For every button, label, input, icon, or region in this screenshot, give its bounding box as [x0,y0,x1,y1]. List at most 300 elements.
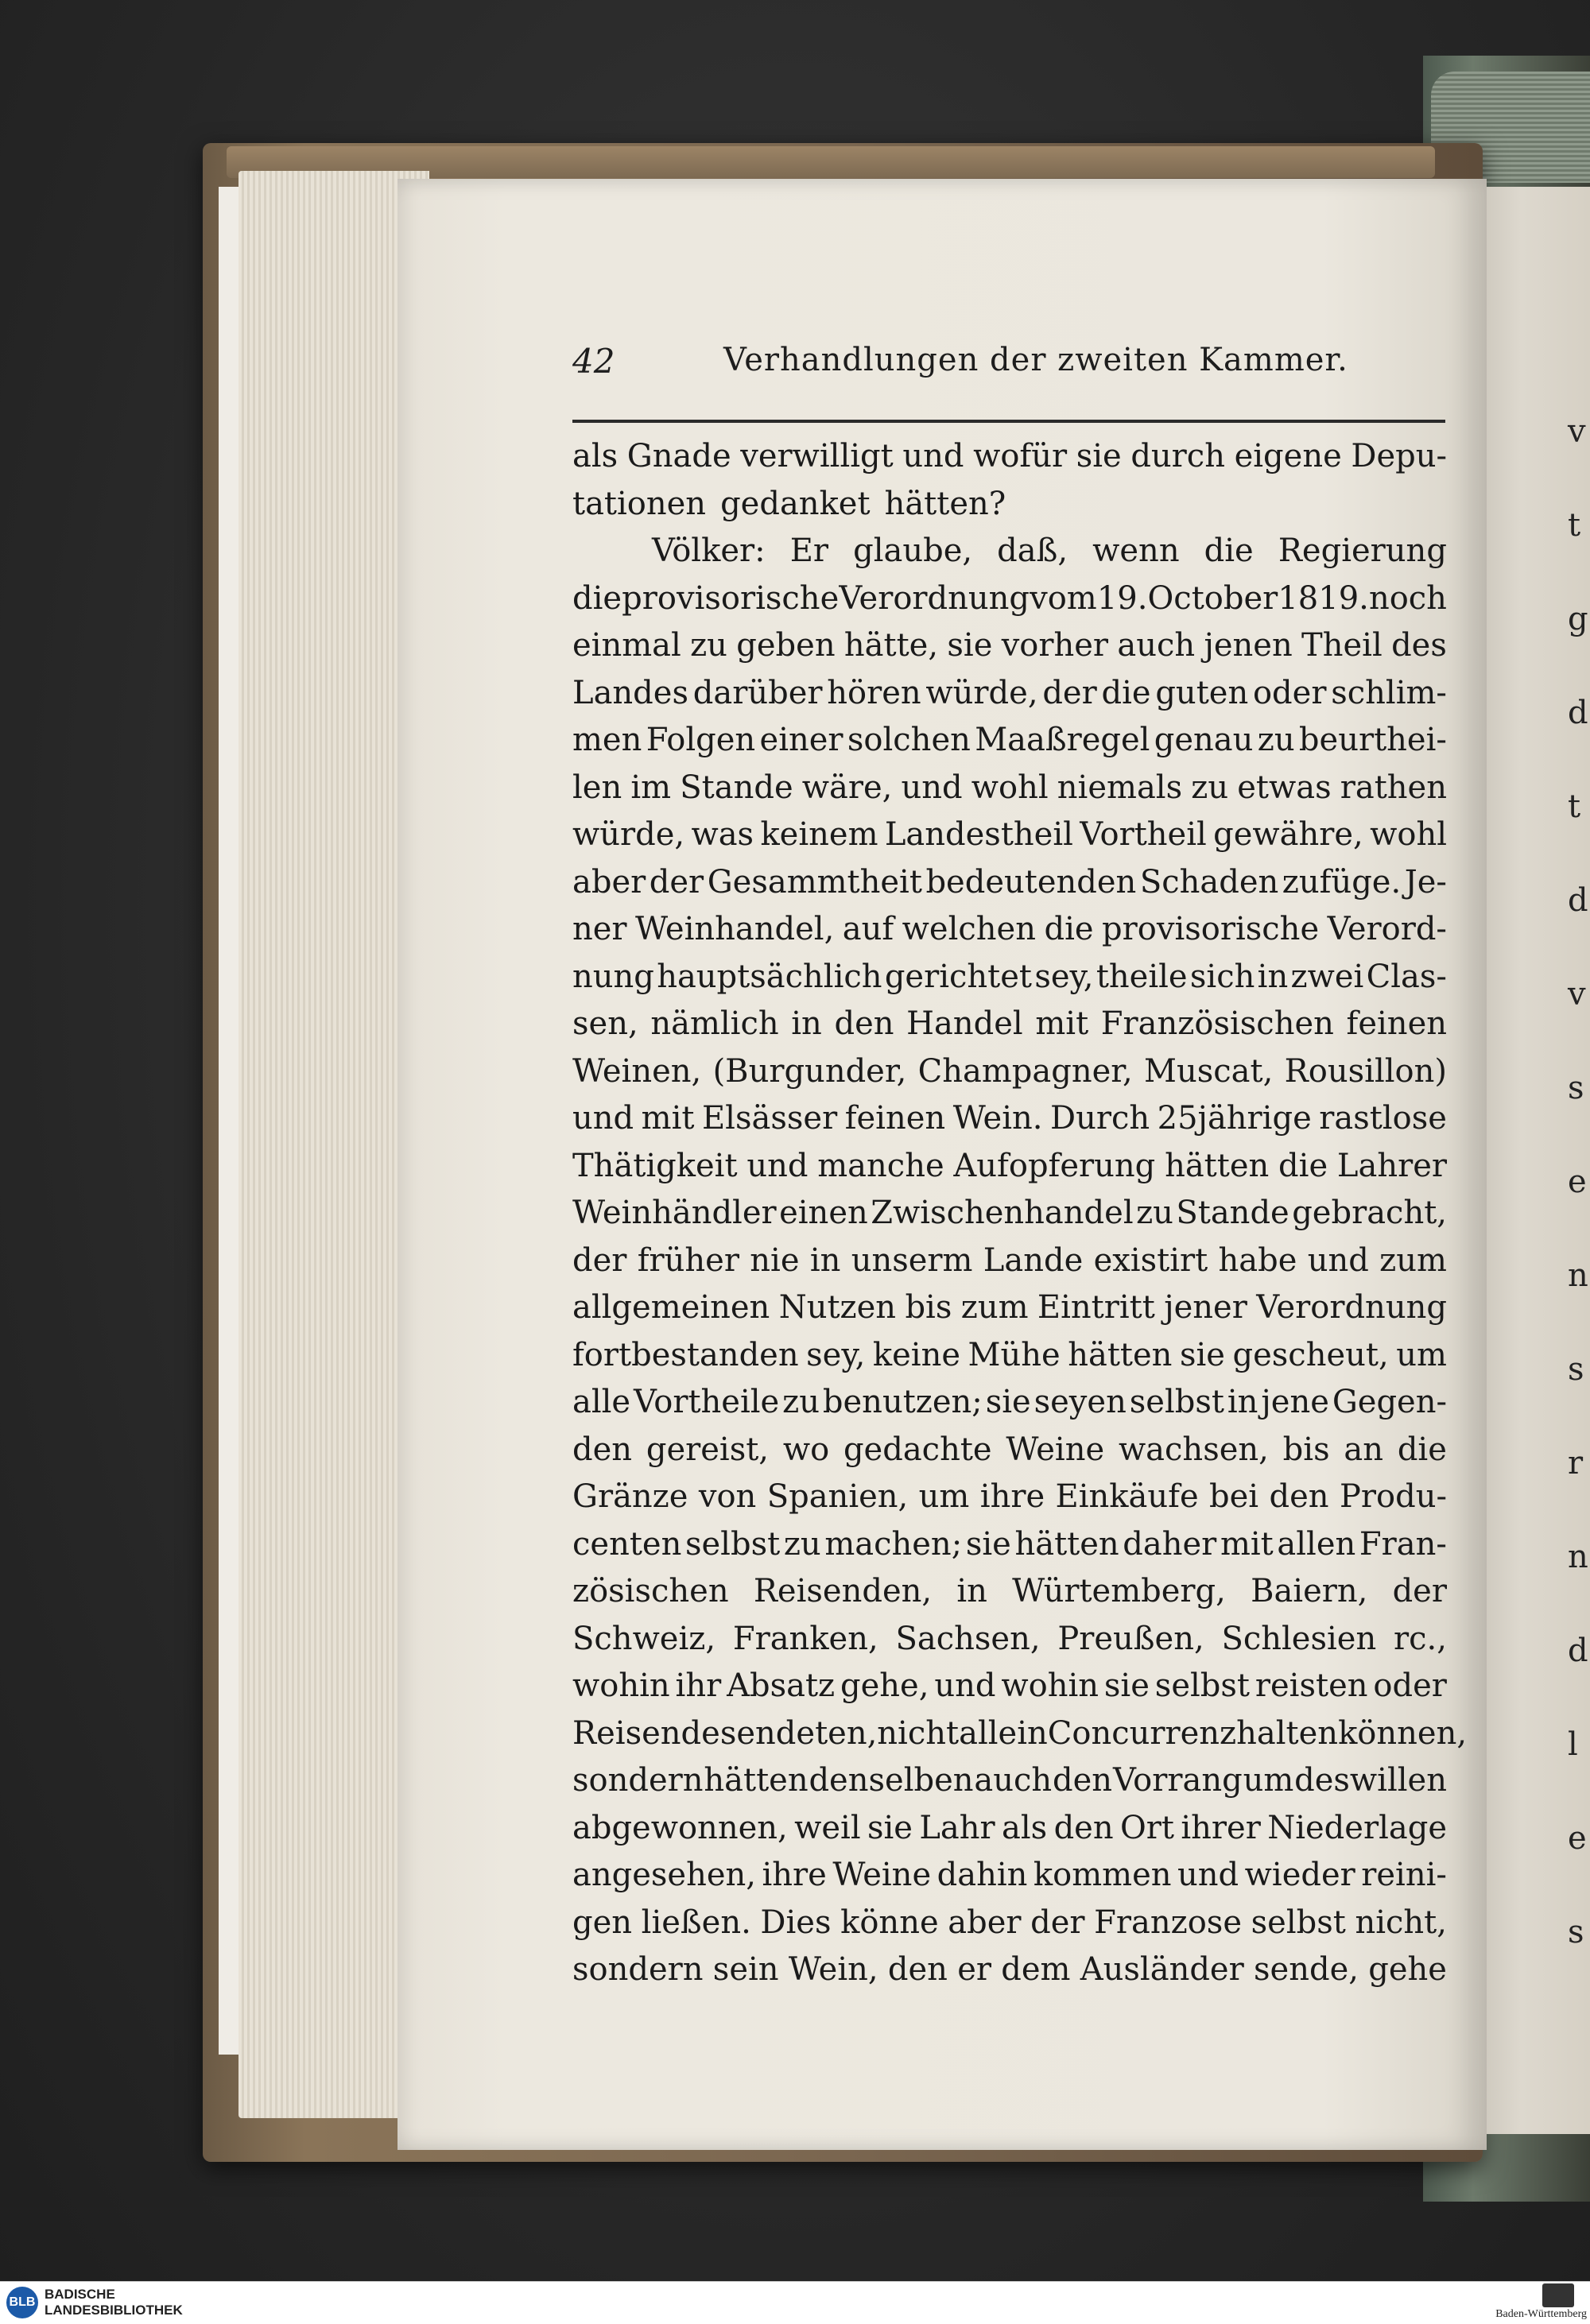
word: aber [948,1904,1022,1941]
page-body-text [572,433,1468,1994]
text-line [572,717,1447,765]
text-line [572,1946,1447,1994]
word: 1819. [1278,579,1369,617]
word: dem [1001,1951,1071,1988]
word: selbst [684,1525,781,1563]
word: etwas [1237,769,1332,806]
word: gehe [1368,1951,1447,1988]
word: Handel [906,1005,1023,1042]
word: rathen [1340,769,1447,806]
word: die [1204,533,1254,569]
word: nicht [877,1714,960,1752]
word: zösischen [572,1573,729,1609]
text-line [572,1427,1447,1474]
word: Maaßregel [975,722,1150,758]
library-name-line2: LANDESBIBLIOTHEK [45,2303,183,2318]
word: den [572,1431,633,1468]
word: nämlich [650,1005,779,1042]
word: Gränze [572,1478,688,1515]
word: 19. [1096,579,1148,617]
word: gebracht, [1292,1195,1447,1231]
word: hauptsächlich [657,958,882,995]
text-line [572,622,1447,670]
word: (Burgunder, [712,1052,907,1090]
word: Concurrenz [1047,1714,1237,1752]
word: würde, [572,816,685,853]
text-line [572,1521,1447,1569]
facing-page-fragment: v [1568,976,1586,1013]
word: in [956,1573,987,1609]
library-logo[interactable]: BLB [6,2287,38,2318]
word: centen [572,1525,682,1563]
word: jenen [1204,627,1293,664]
text-line [572,765,1447,812]
word: hätten? [884,485,1006,522]
word: als [572,438,619,474]
word: einen [779,1195,868,1231]
text-line [572,1474,1447,1521]
word: nie [750,1241,800,1279]
word: gereist, [646,1431,770,1468]
word: feinen [1346,1005,1447,1042]
word: einer [759,722,843,758]
word: verwilligt [740,438,894,474]
word: wofür [973,438,1068,474]
word: oder [1252,674,1327,711]
word: sendeten, [719,1714,878,1752]
word: beurthei- [1298,722,1447,758]
text-line [572,433,1447,481]
word: und [901,769,963,806]
word: Eintritt [1037,1289,1155,1326]
text-line [572,1095,1447,1143]
text-line [572,1616,1447,1664]
word: auch [974,1762,1053,1799]
word: Schweiz, [572,1620,716,1657]
word: Vortheile [634,1384,780,1420]
word: die [1278,1147,1328,1184]
word: Wein, [788,1951,878,1988]
word: provisorische [622,579,840,617]
word: hätten [1165,1147,1270,1184]
word: gedanket [720,485,871,522]
word: können, [1338,1714,1468,1752]
word: Schaden [1139,863,1279,901]
word: ließen. [641,1904,751,1941]
word: mit [1220,1525,1274,1563]
word: gewähre, [1213,816,1363,853]
word: einmal [572,627,681,664]
facing-page-fragment: n [1568,1539,1588,1575]
word: Würtemberg, [1012,1573,1226,1609]
word: zu [783,1525,821,1563]
word: hören [827,674,921,711]
facing-page-fragment: n [1568,1257,1588,1294]
word: geben [736,627,836,664]
word: selbst [1154,1667,1250,1704]
word: guten [1155,674,1249,711]
word: kommen [1033,1857,1172,1893]
text-line [572,1900,1447,1947]
library-name-line1: BADISCHE [45,2287,115,2302]
word: solchen [847,722,971,758]
word: eigene [1234,438,1342,474]
text-line [572,575,1447,623]
word: zwei [1290,958,1364,995]
word: Vortheil [1080,816,1207,853]
word: in [791,1005,822,1042]
state-name: Baden-Württemberg [1495,2308,1587,2320]
facing-page-fragment: s [1568,1351,1584,1388]
word: aber [572,863,646,901]
word: und [902,438,964,474]
word: um [1243,1762,1294,1799]
word: daher [1123,1525,1217,1563]
word: in [1257,958,1289,995]
text-line [572,1568,1447,1616]
word: die [1044,911,1094,947]
word: zufüge. [1282,863,1402,901]
word: wachsen, [1118,1431,1269,1468]
word: selbst [1251,1904,1346,1941]
word: den [1053,1809,1114,1846]
word: zum [1379,1241,1447,1279]
word: abgewonnen, [572,1809,788,1846]
word: nung [572,958,654,995]
text-line [572,1379,1447,1427]
word: gedachte [843,1431,992,1468]
facing-page-fragment: v [1568,413,1586,450]
word: und [1307,1241,1369,1279]
word: reini- [1361,1857,1447,1893]
text-line [572,1190,1447,1238]
word: 25jährige [1157,1100,1312,1137]
word: Verordnung [1256,1289,1447,1326]
word: sie [1179,1336,1225,1373]
word: bedeutenden [925,863,1137,901]
word: Thätigkeit [572,1147,738,1184]
word: manche [817,1147,944,1184]
word: er [957,1951,991,1988]
state-coat-of-arms-icon [1542,2283,1574,2307]
text-line [572,1710,1468,1758]
word: sie [985,1384,1031,1420]
word: sie [965,1525,1011,1563]
word: auch [1117,627,1196,664]
word: keine [872,1336,961,1373]
word: vom [1030,579,1097,617]
facing-page-fragment: l [1568,1726,1578,1763]
word: wohl [971,769,1049,806]
word: durch [1130,438,1225,474]
word: deswillen [1294,1762,1447,1799]
word: Er [789,533,829,569]
word: im [630,769,672,806]
word: der [1042,674,1097,711]
word: rc., [1394,1620,1447,1657]
word: rastlose [1319,1100,1447,1137]
word: Landestheil [884,816,1073,853]
word: glaube, [853,533,973,569]
word: Baiern, [1251,1573,1368,1609]
word: reisten [1255,1667,1368,1704]
word: den [834,1005,894,1042]
word: Folgen [646,722,756,758]
word: welchen [902,911,1036,947]
word: allen [1277,1525,1356,1563]
word: zu [690,627,727,664]
word: sen, [572,1005,638,1042]
word: Niederlage [1267,1809,1447,1846]
word: bis [1282,1431,1330,1468]
word: wieder [1244,1857,1355,1893]
text-line [572,1143,1447,1191]
word: Muscat, [1144,1052,1274,1090]
word: Stande [680,769,793,806]
word: Französischen [1100,1005,1334,1042]
text-line [572,811,1447,859]
word: früher [637,1241,739,1279]
word: niemals [1057,769,1183,806]
word: Produ- [1339,1478,1447,1515]
facing-page-fragment: s [1568,1070,1584,1106]
word: Landes [572,674,688,711]
word: mit [641,1100,695,1137]
word: in [809,1241,841,1279]
word: sondern [572,1762,704,1799]
text-line [572,1805,1447,1853]
word: sein [712,1951,779,1988]
word: Nutzen [778,1289,897,1326]
word: Durch [1050,1100,1150,1137]
word: wohin [1001,1667,1099,1704]
word: und [572,1100,634,1137]
word: Franken, [732,1620,878,1657]
word: an [1344,1431,1384,1468]
word: Elsässer [701,1100,838,1137]
word: unserm [851,1241,973,1279]
word: Völker: [652,533,766,569]
word: bei [1209,1478,1259,1515]
word: Lahrer [1336,1147,1447,1184]
word: die [572,579,622,617]
word: des [1391,627,1447,664]
word: Rousillon) [1284,1052,1447,1090]
text-line [572,1238,1447,1285]
word: feinen [844,1100,946,1137]
word: theile [1096,958,1188,995]
word: seyen [1034,1384,1127,1420]
word: Absatz [727,1667,836,1704]
word: daß, [997,533,1068,569]
text-line [572,1757,1447,1805]
facing-page-fragment: s [1568,1914,1584,1950]
text-line [572,1852,1447,1900]
word: wenn [1092,533,1180,569]
word: ihre [762,1857,827,1893]
word: zum [960,1289,1029,1326]
word: Lahr [919,1809,995,1846]
page-number: 42 [572,342,615,381]
word: halten [1236,1714,1339,1752]
text-line [572,906,1447,954]
word: noch [1368,579,1447,617]
word: Sachsen, [895,1620,1041,1657]
word: Fran- [1359,1525,1447,1563]
word: Weinhandel, [635,911,835,947]
word: Schlesien [1221,1620,1377,1657]
facing-page-fragment: d [1568,1633,1588,1669]
word: gerichtet [884,958,1033,995]
word: Verordnung [839,579,1030,617]
word: provisorische [1102,911,1320,947]
word: den [887,1951,948,1988]
word: hätte, [843,627,939,664]
word: Aufopferung [953,1147,1156,1184]
word: um [1396,1336,1447,1373]
word: sie [1103,1667,1150,1704]
word: und [934,1667,996,1704]
facing-page-fragment: e [1568,1164,1587,1200]
word: Weine [1006,1431,1105,1468]
word: als [1002,1809,1048,1846]
word: Weinhändler [572,1195,777,1231]
word: zu [1136,1195,1173,1231]
word: jener [1164,1289,1247,1326]
word: Franzose [1094,1904,1242,1941]
word: men [572,722,642,758]
word: Gegen- [1332,1384,1447,1420]
word: Ort [1120,1809,1174,1846]
word: in [1227,1384,1258,1420]
header-rule [572,420,1445,423]
word: Reisende [572,1714,720,1752]
text-line [572,1332,1447,1380]
word: schlim- [1331,674,1447,711]
word: zu [782,1384,820,1420]
word: Clas- [1366,958,1447,995]
word: dahin [937,1857,1028,1893]
viewer-footer [0,2281,1590,2324]
word: Preußen, [1057,1620,1204,1657]
word: der [1392,1573,1447,1609]
word: den [1269,1478,1329,1515]
word: ner [572,911,627,947]
word: machen; [824,1525,963,1563]
text-line [572,528,1447,575]
word: oder [1373,1667,1447,1704]
word: zu [1191,769,1229,806]
word: ihr [675,1667,722,1704]
word: wohin [572,1667,670,1704]
facing-page-fragment: e [1568,1820,1587,1857]
word: allgemeinen [572,1289,770,1326]
word: Vorrang [1112,1762,1243,1799]
word: Weine [832,1857,932,1893]
word: habe [1218,1241,1297,1279]
word: gescheut, [1232,1336,1389,1373]
word: Einkäufe [1055,1478,1199,1515]
running-head: Verhandlungen der zweiten Kammer. [723,342,1348,378]
facing-page-fragment: g [1568,601,1588,637]
word: sey, [806,1336,866,1373]
word: ihrer [1181,1809,1261,1846]
word: Gesammtheit [707,863,922,901]
word: würde, [925,674,1038,711]
word: Reisenden, [753,1573,933,1609]
page-header [572,342,1447,389]
word: Wein. [952,1100,1043,1137]
facing-page-fragment: d [1568,695,1588,731]
word: alle [572,1384,631,1420]
word: wo [782,1431,830,1468]
word: Champagner, [917,1052,1133,1090]
word: weil [794,1809,861,1846]
word: allein [959,1714,1048,1752]
word: der [1030,1904,1085,1941]
word: um [918,1478,970,1515]
word: Stande [1176,1195,1289,1231]
word: sondern [572,1951,704,1988]
word: Theil [1301,627,1383,664]
text-line [572,1001,1447,1048]
word: Gnade [626,438,731,474]
word: Je- [1404,863,1447,901]
word: Lande [983,1241,1084,1279]
word: den [1053,1762,1113,1799]
library-name[interactable] [45,2287,183,2318]
word: der [572,1241,627,1279]
word: Dies [760,1904,832,1941]
word: zu [1257,722,1295,758]
word: sie [1076,438,1122,474]
word: sende, [1254,1951,1359,1988]
word: auf [842,911,894,947]
word: und [1177,1857,1239,1893]
text-line [572,859,1447,907]
word: genau [1154,722,1254,758]
word: benutzen; [822,1384,983,1420]
text-line [572,1663,1447,1710]
word: October [1147,579,1278,617]
text-line [572,1048,1447,1096]
word: existirt [1093,1241,1208,1279]
word: Weinen, [572,1052,702,1090]
word: Depu- [1351,438,1447,474]
word: was [691,816,754,853]
facing-page-fragment: t [1568,507,1581,544]
word: tationen [572,485,707,522]
word: selbst [1129,1384,1224,1420]
word: Regierung [1278,533,1447,569]
word: sie [947,627,993,664]
text-line [572,670,1447,718]
word: hätten [704,1762,809,1799]
text-line [572,1284,1447,1332]
word: und [747,1147,809,1184]
word: Verord- [1327,911,1447,947]
word: vorher [1001,627,1109,664]
word: sie [867,1809,913,1846]
word: denselben [809,1762,974,1799]
word: Mühe [968,1336,1061,1373]
word: sich [1189,958,1255,995]
word: fortbestanden [572,1336,799,1373]
word: der [649,863,704,901]
word: keinem [760,816,878,853]
word: Ausländer [1080,1951,1244,1988]
word: darüber [692,674,823,711]
